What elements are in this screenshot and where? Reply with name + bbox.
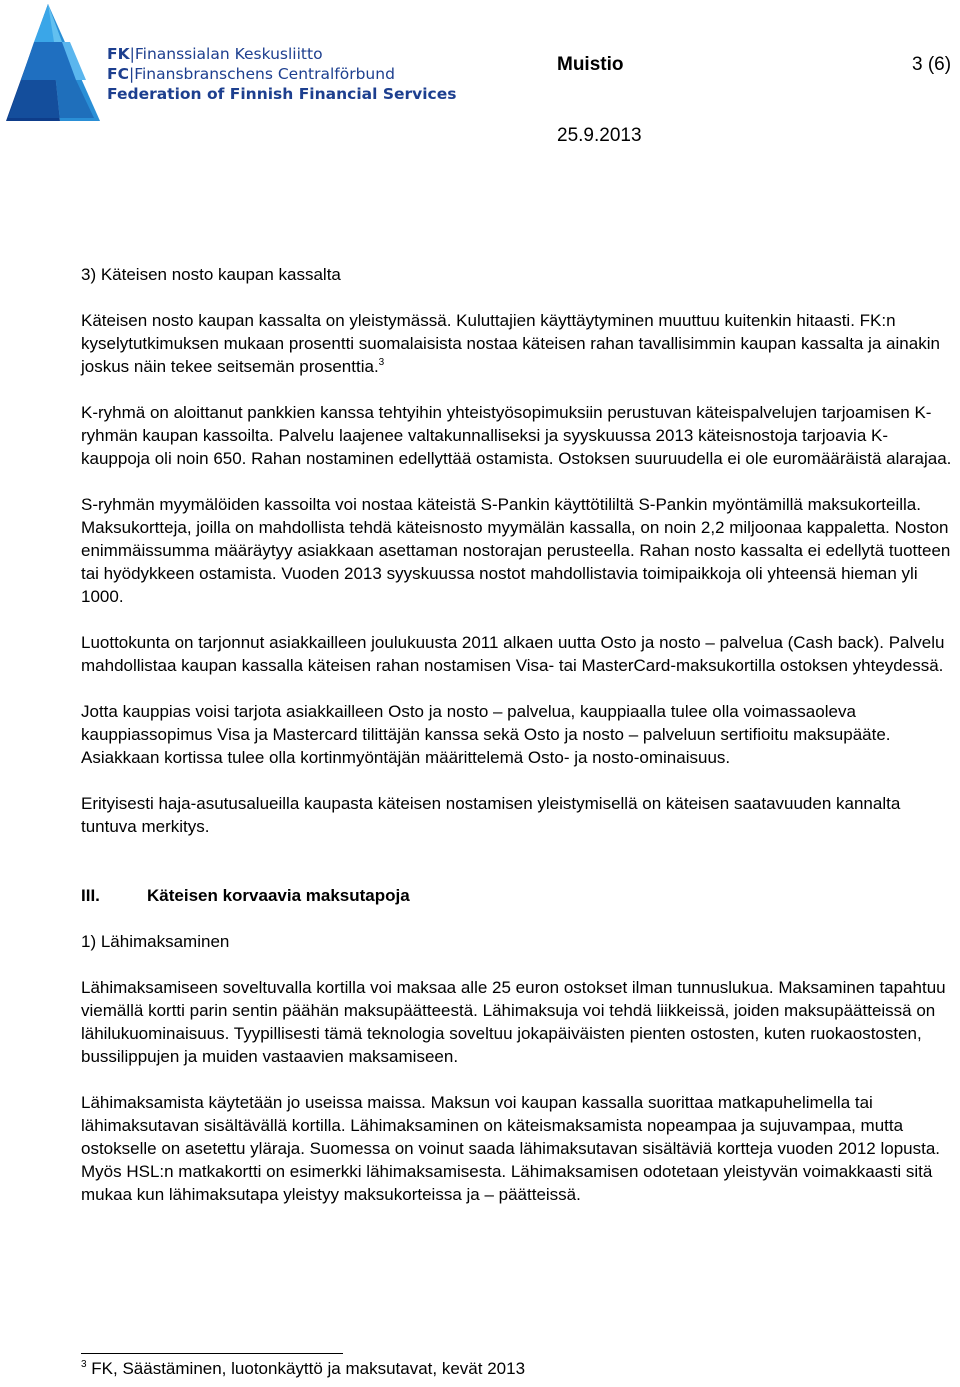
organization-name bbox=[107, 44, 456, 104]
org-name-sv: FC|Finansbranschens Centralförbund bbox=[107, 65, 395, 83]
footnote-divider bbox=[81, 1353, 343, 1354]
document-body bbox=[81, 263, 956, 1229]
footnote-number: 3 bbox=[81, 1359, 87, 1370]
paragraph: S-ryhmän myymälöiden kassoilta voi nostaa käteistä S-Pankin käyttötililtä S-Pankin myöntämillä maksukorteilla. Maksukortteja, joilla on mahdollista tehdä käteisnosto myymälän kassalla, on noin 2,2 miljoonaa kappaletta. Noston enimmäissumma määräytyy asiakkaan asettaman nostorajan perusteella. Rahan nosto kassalta ei edellytä tuotteen tai hyödykkeen ostamista. Vuoden 2013 syyskuussa nostot mahdollistavia toimipaikkoja oli yhteensä hieman yli 1000. bbox=[81, 495, 951, 606]
paragraph: K-ryhmä on aloittanut pankkien kanssa tehtyihin yhteistyösopimuksiin perustuvan käteispalvelujen tarjoamisen K-ryhmän kaupan kassoilta. Palvelu laajenee valtakunnalliseksi ja syyskuussa 2013 käteisnostoja tarjoavia K-kauppoja oli noin 650. Rahan nostaminen edellyttää ostamista. Ostoksen suuruudella ei ole euromääräistä alarajaa. bbox=[81, 403, 952, 468]
section-number: III. bbox=[81, 886, 100, 905]
fk-logo-icon bbox=[4, 4, 102, 122]
section-title: Käteisen korvaavia maksutapoja bbox=[147, 886, 410, 905]
section-heading bbox=[81, 884, 956, 907]
paragraph: Jotta kauppias voisi tarjota asiakkailleen Osto ja nosto – palvelua, kauppiaalla tulee olla voimassaoleva kauppiassopimus Visa ja Mastercard tilittäjän kanssa sekä Osto ja nosto – palveluun sertifioitu maksupääte. Asiakkaan kortissa tulee olla kortinmyöntäjän määrittelemä Osto- ja nosto-ominaisuus. bbox=[81, 702, 891, 767]
paragraph: Lähimaksamiseen soveltuvalla kortilla voi maksaa alle 25 euron ostokset ilman tunnuslukua. Maksaminen tapahtuu viemällä kortti parin sentin päähän maksupäätteestä. Lähimaksuja voi tehdä liikkeissä, joiden maksupäätteissä on lähilukuominaisuus. Tyypillisesti tämä teknologia soveltuu jokapäiväisten pienten ostosten, kuten ruokaostosten, bussilippujen ja muiden vastaavien maksamiseen. bbox=[81, 978, 946, 1066]
footnote-reference[interactable]: 3 bbox=[378, 357, 385, 368]
paragraph: Erityisesti haja-asutusalueilla kaupasta käteisen nostamisen yleistymisellä on käteisen saatavuuden kannalta tuntuva merkitys. bbox=[81, 794, 901, 836]
paragraph: Luottokunta on tarjonnut asiakkailleen joulukuusta 2011 alkaen uutta Osto ja nosto – palvelua (Cash back). Palvelu mahdollistaa kaupan kassalla käteisen rahan nostamisen Visa- tai MasterCard-maksukortilla ostoksen yhteydessä. bbox=[81, 633, 945, 675]
document-type: Muistio bbox=[557, 54, 624, 75]
org-name-en: Federation of Finnish Financial Services bbox=[107, 85, 457, 103]
subheading-contactless: 1) Lähimaksaminen bbox=[81, 932, 230, 951]
page-number: 3 (6) bbox=[912, 54, 952, 75]
footnote-text: FK, Säästäminen, luotonkäyttö ja maksutavat, kevät 2013 bbox=[86, 1359, 526, 1378]
org-name-fi: FK|Finanssialan Keskusliitto bbox=[107, 45, 323, 63]
subheading-cash-withdrawal: 3) Käteisen nosto kaupan kassalta bbox=[81, 265, 341, 284]
document-date: 25.9.2013 bbox=[557, 125, 642, 146]
paragraph: Käteisen nosto kaupan kassalta on yleistymässä. Kuluttajien käyttäytyminen muuttuu kuitenkin hitaasti. FK:n kyselytutkimuksen mukaan prosentti suomalaisista nostaa käteisen rahan tavallisimmin kaupan kassalta ja ainakin joskus näin tekee seitsemän prosenttia.$^3$ bbox=[81, 311, 940, 376]
paragraph: Lähimaksamista käytetään jo useissa maissa. Maksun voi kaupan kassalla suorittaa matkapuhelimella tai lähimaksutavan sisältävällä kortilla. Lähimaksaminen on käteismaksamista nopeampaa ja sujuvampaa, mutta ostokselle on asetettu yläraja. Suomessa on voinut saada lähimaksutavan sisältäviä kortteja vuoden 2012 lopusta. Myös HSL:n matkakortti on esimerkki lähimaksamisesta. Lähimaksamisen odotetaan yleistyvän voimakkaasti sitä mukaa kun lähimaksutapa yleistyy maksukorteissa ja – päätteissä. bbox=[81, 1093, 941, 1204]
footnote bbox=[81, 1357, 525, 1380]
